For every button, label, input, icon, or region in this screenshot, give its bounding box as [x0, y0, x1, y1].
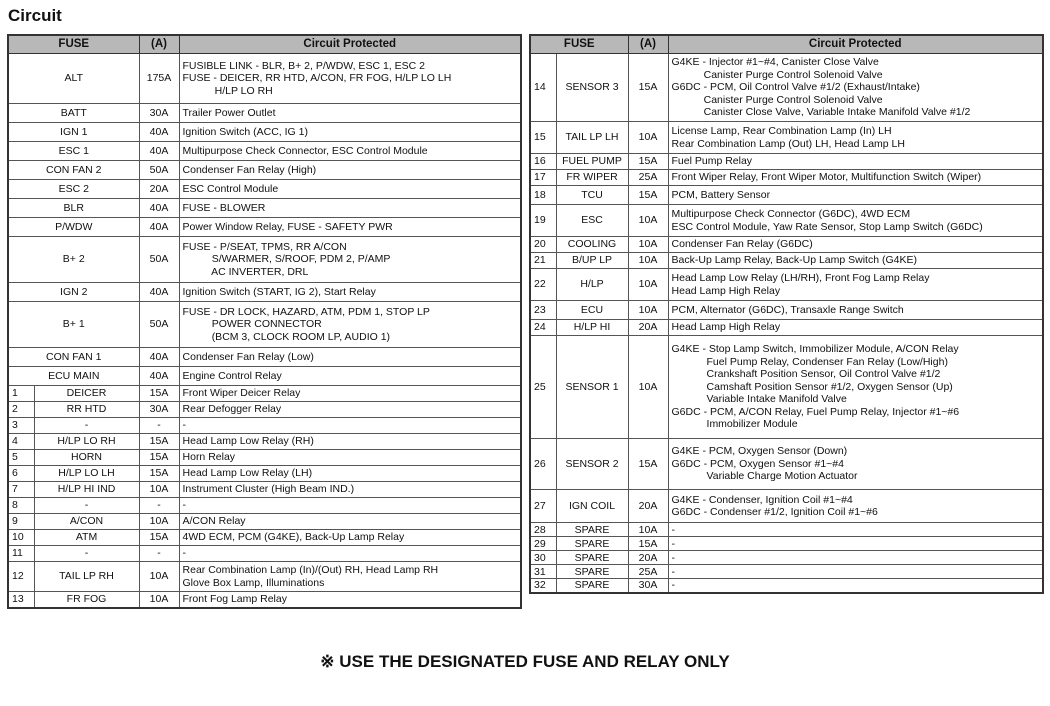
fuse-amp: 15A [139, 386, 179, 402]
circuit-protected: G4KE - Stop Lamp Switch, Immobilizer Module, A/CON Relay Fuel Pump Relay, Condenser Fan Relay (Low/High) Crankshaft Position Sensor, Oil Control Valve #1/2 Camshaft Position Sensor #1/2, Oxygen Sensor (Up) Variable Intake Manifold Valve G6DC - PCM, A/CON Relay, Fuel Pump Relay, Injector #1~#6 Immobilizer Module [668, 336, 1043, 439]
fuse-row [8, 218, 521, 237]
circuit-protected: Multipurpose Check Connector, ESC Control Module [179, 142, 521, 161]
fuse-name: SPARE [556, 537, 628, 551]
fuse-name: P/WDW [8, 218, 139, 237]
fuse-row [530, 269, 1043, 301]
circuit-protected: A/CON Relay [179, 514, 521, 530]
fuse-row [8, 592, 521, 608]
fuse-amp: 50A [139, 237, 179, 283]
fuse-amp: 15A [628, 439, 668, 490]
fuse-row [8, 142, 521, 161]
fuse-amp: 10A [628, 205, 668, 237]
fuse-number: 14 [530, 54, 556, 122]
fuse-name: SENSOR 3 [556, 54, 628, 122]
circuit-protected: Head Lamp High Relay [668, 320, 1043, 336]
fuse-number: 2 [8, 402, 34, 418]
fuse-number: 13 [8, 592, 34, 608]
fuse-amp: 10A [628, 523, 668, 537]
fuse-amp: 40A [139, 142, 179, 161]
fuse-amp: 15A [628, 537, 668, 551]
fuse-name: - [34, 418, 139, 434]
fuse-amp: 40A [139, 123, 179, 142]
circuit-protected: Condenser Fan Relay (Low) [179, 348, 521, 367]
fuse-amp: 40A [139, 367, 179, 386]
circuit-protected: Trailer Power Outlet [179, 104, 521, 123]
fuse-amp: 10A [139, 482, 179, 498]
fuse-number: 32 [530, 579, 556, 593]
fuse-number: 31 [530, 565, 556, 579]
fuse-amp: 10A [628, 301, 668, 320]
fuse-row [8, 562, 521, 592]
fuse-name: H/LP LO LH [34, 466, 139, 482]
fuse-name: H/LP HI [556, 320, 628, 336]
circuit-protected: Multipurpose Check Connector (G6DC), 4WD ECM ESC Control Module, Yaw Rate Sensor, Stop Lamp Switch (G6DC) [668, 205, 1043, 237]
circuit-protected: - [179, 498, 521, 514]
fuse-row [530, 565, 1043, 579]
fuse-name: TAIL LP LH [556, 122, 628, 154]
circuit-protected: Front Wiper Deicer Relay [179, 386, 521, 402]
fuse-row [530, 336, 1043, 439]
fuse-amp: 10A [628, 336, 668, 439]
fuse-row [8, 450, 521, 466]
fuse-name: BLR [8, 199, 139, 218]
fuse-name: IGN COIL [556, 490, 628, 523]
circuit-protected: FUSE - P/SEAT, TPMS, RR A/CON S/WARMER, S/ROOF, PDM 2, P/AMP AC INVERTER, DRL [179, 237, 521, 283]
fuse-name: B+ 1 [8, 302, 139, 348]
fuse-row [8, 367, 521, 386]
fuse-amp: 40A [139, 283, 179, 302]
header-circuit: Circuit Protected [668, 35, 1043, 54]
header-circuit: Circuit Protected [179, 35, 521, 54]
fuse-number: 22 [530, 269, 556, 301]
fuse-row [530, 579, 1043, 593]
header-row [8, 35, 521, 54]
fuse-name: ECU [556, 301, 628, 320]
fuse-number: 19 [530, 205, 556, 237]
fuse-amp: 30A [139, 104, 179, 123]
footer-note: ※ USE THE DESIGNATED FUSE AND RELAY ONLY [320, 652, 730, 671]
fuse-amp: 15A [139, 530, 179, 546]
fuse-amp: - [139, 418, 179, 434]
fuse-name: SPARE [556, 579, 628, 593]
fuse-row [530, 205, 1043, 237]
header-fuse: FUSE [530, 35, 628, 54]
circuit-protected: Front Wiper Relay, Front Wiper Motor, Multifunction Switch (Wiper) [668, 170, 1043, 186]
fuse-amp: 10A [139, 592, 179, 608]
fuse-name: FR FOG [34, 592, 139, 608]
fuse-row [530, 186, 1043, 205]
fuse-row [530, 551, 1043, 565]
fuse-row [8, 302, 521, 348]
fuse-name: TAIL LP RH [34, 562, 139, 592]
fuse-name: CON FAN 1 [8, 348, 139, 367]
fuse-row [8, 434, 521, 450]
circuit-protected: ESC Control Module [179, 180, 521, 199]
right-fuse-table [529, 34, 1044, 594]
fuse-name: H/LP [556, 269, 628, 301]
fuse-amp: 15A [139, 434, 179, 450]
fuse-number: 3 [8, 418, 34, 434]
header-amp: (A) [139, 35, 179, 54]
circuit-protected: Head Lamp Low Relay (RH) [179, 434, 521, 450]
fuse-row [8, 161, 521, 180]
fuse-row [8, 123, 521, 142]
fuse-name: TCU [556, 186, 628, 205]
header-fuse: FUSE [8, 35, 139, 54]
header-row [530, 35, 1043, 54]
fuse-row [8, 237, 521, 283]
fuse-row [530, 320, 1043, 336]
circuit-protected: Engine Control Relay [179, 367, 521, 386]
circuit-protected: - [668, 523, 1043, 537]
circuit-protected: - [179, 546, 521, 562]
circuit-protected: Fuel Pump Relay [668, 154, 1043, 170]
fuse-amp: 20A [628, 490, 668, 523]
fuse-number: 12 [8, 562, 34, 592]
fuse-name: DEICER [34, 386, 139, 402]
fuse-name: B+ 2 [8, 237, 139, 283]
fuse-row [530, 170, 1043, 186]
fuse-number: 7 [8, 482, 34, 498]
circuit-protected: Rear Defogger Relay [179, 402, 521, 418]
fuse-row [8, 180, 521, 199]
circuit-protected: FUSIBLE LINK - BLR, B+ 2, P/WDW, ESC 1, ESC 2 FUSE - DEICER, RR HTD, A/CON, FR FOG, H/LP LO LH H/LP LO RH [179, 54, 521, 104]
fuse-number: 28 [530, 523, 556, 537]
fuse-row [8, 199, 521, 218]
fuse-row [8, 54, 521, 104]
fuse-row [8, 283, 521, 302]
fuse-name: ESC [556, 205, 628, 237]
fuse-name: HORN [34, 450, 139, 466]
circuit-protected: Instrument Cluster (High Beam IND.) [179, 482, 521, 498]
fuse-row [8, 418, 521, 434]
fuse-amp: 10A [139, 562, 179, 592]
fuse-name: FR WIPER [556, 170, 628, 186]
fuse-name: - [34, 498, 139, 514]
fuse-row [8, 546, 521, 562]
fuse-name: SPARE [556, 565, 628, 579]
fuse-row [530, 237, 1043, 253]
circuit-protected: Condenser Fan Relay (High) [179, 161, 521, 180]
fuse-amp: 20A [628, 551, 668, 565]
circuit-protected: G4KE - Injector #1~#4, Canister Close Valve Canister Purge Control Solenoid Valve G6DC - PCM, Oil Control Valve #1/2 (Exhaust/Intake) Canister Purge Control Solenoid Valve Canister Close Valve, Variable Intake Manifold Valve #1/2 [668, 54, 1043, 122]
fuse-row [530, 439, 1043, 490]
fuse-amp: 15A [139, 466, 179, 482]
circuit-protected: Head Lamp Low Relay (LH) [179, 466, 521, 482]
fuse-number: 18 [530, 186, 556, 205]
circuit-protected: License Lamp, Rear Combination Lamp (In) LH Rear Combination Lamp (Out) LH, Head Lamp LH [668, 122, 1043, 154]
fuse-row [8, 104, 521, 123]
circuit-protected: Head Lamp Low Relay (LH/RH), Front Fog Lamp Relay Head Lamp High Relay [668, 269, 1043, 301]
fuse-name: COOLING [556, 237, 628, 253]
fuse-amp: 20A [628, 320, 668, 336]
fuse-number: 1 [8, 386, 34, 402]
page-title: Circuit [8, 6, 62, 25]
fuse-amp: 50A [139, 161, 179, 180]
circuit-protected: G4KE - Condenser, Ignition Coil #1~#4 G6DC - Condenser #1/2, Ignition Coil #1~#6 [668, 490, 1043, 523]
fuse-row [8, 386, 521, 402]
circuit-protected: G4KE - PCM, Oxygen Sensor (Down) G6DC - PCM, Oxygen Sensor #1~#4 Variable Charge Motion Actuator [668, 439, 1043, 490]
fuse-row [8, 530, 521, 546]
fuse-amp: 175A [139, 54, 179, 104]
circuit-protected: - [668, 579, 1043, 593]
fuse-number: 26 [530, 439, 556, 490]
fuse-row [8, 466, 521, 482]
left-fuse-table [7, 34, 522, 609]
fuse-name: RR HTD [34, 402, 139, 418]
fuse-number: 11 [8, 546, 34, 562]
fuse-name: - [34, 546, 139, 562]
header-amp: (A) [628, 35, 668, 54]
fuse-amp: 15A [628, 54, 668, 122]
circuit-protected: Back-Up Lamp Relay, Back-Up Lamp Switch (G4KE) [668, 253, 1043, 269]
circuit-protected: Condenser Fan Relay (G6DC) [668, 237, 1043, 253]
circuit-protected: PCM, Battery Sensor [668, 186, 1043, 205]
fuse-row [8, 348, 521, 367]
circuit-protected: - [668, 551, 1043, 565]
circuit-protected: Front Fog Lamp Relay [179, 592, 521, 608]
fuse-number: 10 [8, 530, 34, 546]
fuse-amp: 30A [139, 402, 179, 418]
fuse-amp: 40A [139, 218, 179, 237]
fuse-amp: 10A [139, 514, 179, 530]
fuse-row [530, 301, 1043, 320]
circuit-protected: Ignition Switch (START, IG 2), Start Relay [179, 283, 521, 302]
fuse-row [530, 154, 1043, 170]
circuit-protected: Power Window Relay, FUSE - SAFETY PWR [179, 218, 521, 237]
fuse-number: 17 [530, 170, 556, 186]
fuse-row [8, 498, 521, 514]
fuse-name: BATT [8, 104, 139, 123]
fuse-amp: 10A [628, 269, 668, 301]
fuse-amp: 40A [139, 199, 179, 218]
fuse-amp: 10A [628, 122, 668, 154]
fuse-amp: 15A [628, 186, 668, 205]
fuse-row [8, 402, 521, 418]
fuse-name: B/UP LP [556, 253, 628, 269]
circuit-protected: PCM, Alternator (G6DC), Transaxle Range Switch [668, 301, 1043, 320]
fuse-number: 30 [530, 551, 556, 565]
fuse-number: 6 [8, 466, 34, 482]
fuse-row [530, 537, 1043, 551]
fuse-amp: 20A [139, 180, 179, 199]
fuse-row [530, 523, 1043, 537]
fuse-number: 9 [8, 514, 34, 530]
fuse-row [530, 122, 1043, 154]
fuse-name: ALT [8, 54, 139, 104]
fuse-amp: 40A [139, 348, 179, 367]
fuse-row [8, 514, 521, 530]
fuse-name: IGN 1 [8, 123, 139, 142]
fuse-number: 8 [8, 498, 34, 514]
fuse-name: SENSOR 1 [556, 336, 628, 439]
fuse-name: H/LP LO RH [34, 434, 139, 450]
fuse-name: CON FAN 2 [8, 161, 139, 180]
fuse-number: 29 [530, 537, 556, 551]
circuit-protected: FUSE - BLOWER [179, 199, 521, 218]
fuse-name: SPARE [556, 523, 628, 537]
fuse-name: ECU MAIN [8, 367, 139, 386]
fuse-row [530, 490, 1043, 523]
fuse-name: ATM [34, 530, 139, 546]
fuse-number: 25 [530, 336, 556, 439]
fuse-number: 16 [530, 154, 556, 170]
fuse-name: A/CON [34, 514, 139, 530]
fuse-name: IGN 2 [8, 283, 139, 302]
fuse-amp: 15A [628, 154, 668, 170]
fuse-name: SPARE [556, 551, 628, 565]
fuse-amp: - [139, 498, 179, 514]
fuse-name: H/LP HI IND [34, 482, 139, 498]
fuse-number: 5 [8, 450, 34, 466]
fuse-number: 20 [530, 237, 556, 253]
fuse-number: 15 [530, 122, 556, 154]
fuse-row [530, 54, 1043, 122]
fuse-row [530, 253, 1043, 269]
fuse-name: ESC 2 [8, 180, 139, 199]
fuse-amp: 50A [139, 302, 179, 348]
fuse-row [8, 482, 521, 498]
fuse-amp: 10A [628, 253, 668, 269]
fuse-name: SENSOR 2 [556, 439, 628, 490]
circuit-protected: - [668, 537, 1043, 551]
fuse-number: 27 [530, 490, 556, 523]
fuse-amp: 15A [139, 450, 179, 466]
fuse-amp: - [139, 546, 179, 562]
fuse-number: 24 [530, 320, 556, 336]
circuit-protected: Rear Combination Lamp (In)/(Out) RH, Head Lamp RH Glove Box Lamp, Illuminations [179, 562, 521, 592]
fuse-amp: 25A [628, 565, 668, 579]
circuit-protected: - [668, 565, 1043, 579]
fuse-name: ESC 1 [8, 142, 139, 161]
fuse-name: FUEL PUMP [556, 154, 628, 170]
fuse-amp: 30A [628, 579, 668, 593]
circuit-protected: - [179, 418, 521, 434]
fuse-number: 23 [530, 301, 556, 320]
circuit-protected: Horn Relay [179, 450, 521, 466]
fuse-number: 21 [530, 253, 556, 269]
fuse-amp: 10A [628, 237, 668, 253]
fuse-amp: 25A [628, 170, 668, 186]
circuit-protected: 4WD ECM, PCM (G4KE), Back-Up Lamp Relay [179, 530, 521, 546]
fuse-number: 4 [8, 434, 34, 450]
circuit-protected: Ignition Switch (ACC, IG 1) [179, 123, 521, 142]
circuit-protected: FUSE - DR LOCK, HAZARD, ATM, PDM 1, STOP LP POWER CONNECTOR (BCM 3, CLOCK ROOM LP, AUDIO 1) [179, 302, 521, 348]
